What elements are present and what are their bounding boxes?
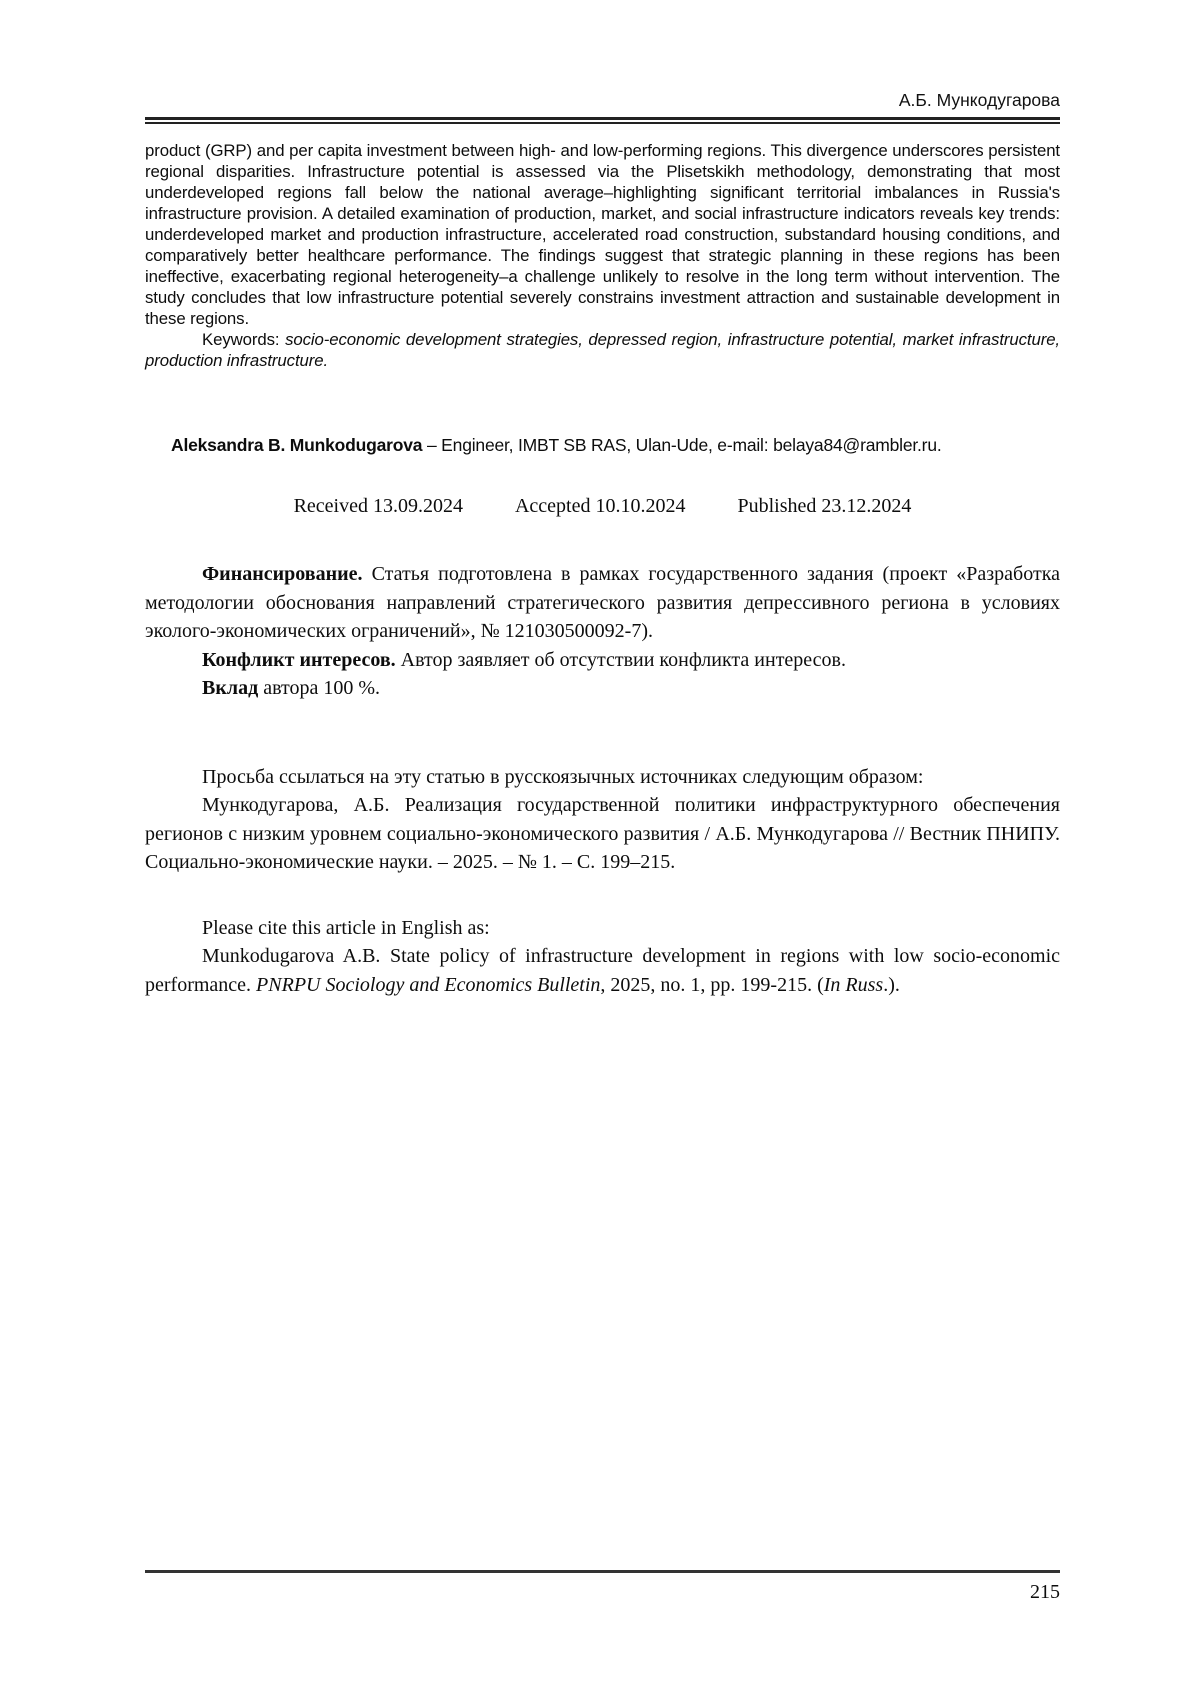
footer-rule [145, 1570, 1060, 1573]
funding-text: Статья подготовлена в рамках государственного задания (проект «Разработка методологии обоснования направлений стратегического развития депрессивного региона в условиях эколого-экономических ограничений», № 121030500092-7). [145, 563, 1060, 642]
citation-en-part2: , 2025, no. 1, pp. 199-215. ( [600, 973, 824, 996]
header-rule-bottom [145, 122, 1060, 124]
contribution-label: Вклад [202, 677, 259, 699]
published-date: Published 23.12.2024 [737, 495, 912, 517]
accepted-date: Accepted 10.10.2024 [514, 495, 686, 517]
citation-en-text [145, 942, 1060, 999]
author-affiliation: – Engineer, IMBT SB RAS, Ulan-Ude, e-mail: belaya84@rambler.ru. [422, 435, 942, 455]
dates-line [145, 494, 1060, 518]
contribution-paragraph [145, 674, 1060, 703]
citation-en-part1: Munkodugarova A.B. State policy of infrastructure development in regions with low socio-economic performance. [145, 945, 1060, 996]
keywords-label: Keywords: [202, 330, 286, 349]
conflict-text: Автор заявляет об отсутствии конфликта интересов. [395, 648, 847, 671]
contribution-text: автора 100 %. [258, 677, 381, 699]
conflict-label: Конфликт интересов. [202, 648, 396, 671]
funding-label: Финансирование. [202, 563, 363, 585]
citation-en-in-russ: In Russ [823, 973, 884, 996]
received-date: Received 13.09.2024 [293, 495, 463, 517]
citation-ru-text: Мункодугарова, А.Б. Реализация государственной политики инфраструктурного обеспечения регионов с низким уровнем социально-экономического развития / А.Б. Мункодугарова // Вестник ПНИПУ. Социально-экономические науки. – 2025. – № 1. – С. 199–215. [145, 794, 1060, 873]
page-footer [145, 1570, 1060, 1604]
keywords-list: socio-economic development strategies, depressed region, infrastructure potential, market infrastructure, production infrastructure. [145, 330, 1060, 370]
keywords-paragraph [145, 329, 1060, 371]
abstract-text: product (GRP) and per capita investment between high- and low-performing regions. This divergence underscores persistent regional disparities. Infrastructure potential is assessed via the Plisetskikh methodology, demonstrating that most underdeveloped regions fall below the national average–highlighting significant territorial imbalances in Russia's infrastructure provision. A detailed examination of production, market, and social infrastructure indicators reveals key trends: underdeveloped market and production infrastructure, accelerated road construction, substandard housing conditions, and comparatively better healthcare performance. The findings suggest that strategic planning in these regions has been ineffective, exacerbating regional heterogeneity–a challenge unlikely to resolve in the long term without intervention. The study concludes that low infrastructure potential severely constrains investment attraction and sustainable development in these regions. [145, 141, 1060, 328]
author-name: Aleksandra B. Munkodugarova [171, 435, 423, 455]
citation-en-intro: Please cite this article in English as: [202, 916, 490, 939]
header-rule [145, 117, 1060, 124]
conflict-paragraph [145, 646, 1060, 675]
citation-ru-intro: Просьба ссылаться на эту статью в русскоязычных источниках следующим образом: [202, 765, 924, 788]
citation-en-part3: .). [883, 973, 900, 996]
running-head: А.Б. Мункодугарова [898, 90, 1060, 110]
citation-en-journal: PNRPU Sociology and Economics Bulletin [256, 973, 601, 996]
page-number: 215 [1030, 1581, 1060, 1603]
author-line [145, 435, 1060, 456]
funding-paragraph [145, 560, 1060, 646]
